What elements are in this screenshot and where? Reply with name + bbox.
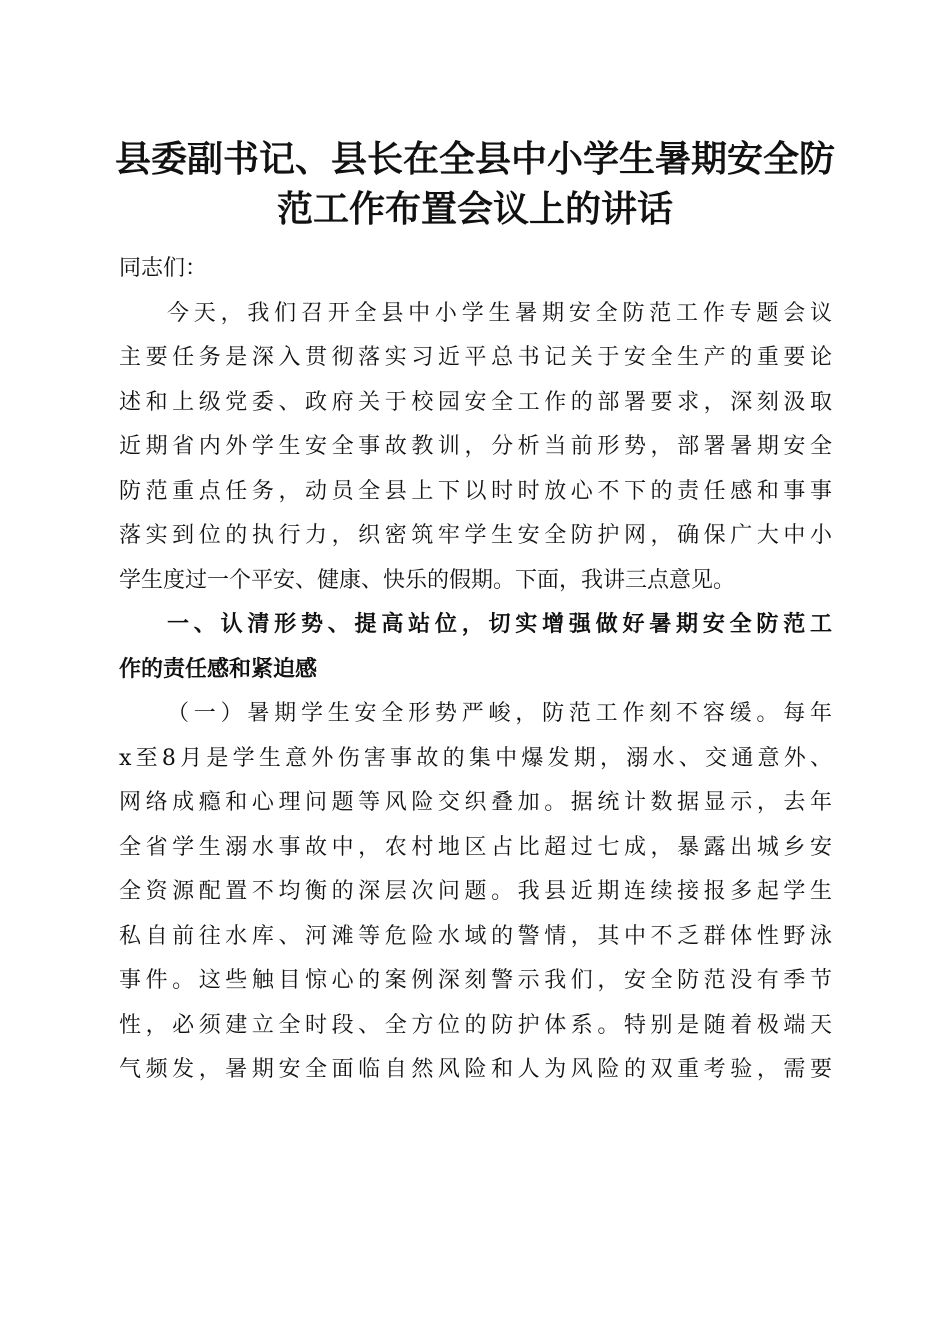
paragraph-line: （一）暑期学生安全形势严峻，防范工作刻不容缓。每年 [167,701,832,726]
heading-line: 一、认清形势、提高站位，切实增强做好暑期安全防范工 [167,612,832,637]
section-heading-1 [119,603,832,692]
paragraph-line: 近期省内外学生安全事故教训，分析当前形势，部署暑期安全 [119,434,832,459]
paragraph-line: 今天，我们召开全县中小学生暑期安全防范工作专题会议 [167,300,832,326]
document-title [110,134,840,234]
heading-line: 作的责任感和紧迫感 [119,656,318,682]
paragraph-line: 全资源配置不均衡的深层次问题。我县近期连续接报多起学生 [119,879,832,904]
paragraph-line: 防范重点任务，动员全县上下以时时放心不下的责任感和事事 [119,478,832,504]
paragraph-line: x至8月是学生意外伤害事故的集中爆发期，溺水、交通意外、 [119,745,832,771]
paragraph-line: 性，必须建立全时段、全方位的防护体系。特别是随着极端天 [119,1012,832,1038]
paragraph-line: 气频发，暑期安全面临自然风险和人为风险的双重考验，需要 [119,1057,832,1082]
title-line: 县委副书记、县长在全县中小学生暑期安全防 [114,138,835,180]
paragraph-intro [119,292,832,604]
title-line: 范工作布置会议上的讲话 [276,188,673,230]
salutation: 同志们： [119,256,208,281]
paragraph-line: 全省学生溺水事故中，农村地区占比超过七成，暴露出城乡安 [119,834,832,860]
paragraph-line: 落实到位的执行力，织密筑牢学生安全防护网，确保广大中小 [119,523,832,548]
paragraph-line: 学生度过一个平安、健康、快乐的假期。下面，我讲三点意见。 [119,567,736,593]
document-body [119,247,832,1093]
paragraph-subsection-1 [119,692,832,1093]
paragraph-line: 私自前往水库、河滩等危险水域的警情，其中不乏群体性野泳 [119,923,832,949]
paragraph-line: 网络成瘾和心理问题等风险交织叠加。据统计数据显示，去年 [119,790,832,815]
paragraph-line: 事件。这些触目惊心的案例深刻警示我们，安全防范没有季节 [119,968,832,993]
paragraph-line: 述和上级党委、政府关于校园安全工作的部署要求，深刻汲取 [119,389,832,415]
paragraph-line: 主要任务是深入贯彻落实习近平总书记关于安全生产的重要论 [119,345,832,370]
